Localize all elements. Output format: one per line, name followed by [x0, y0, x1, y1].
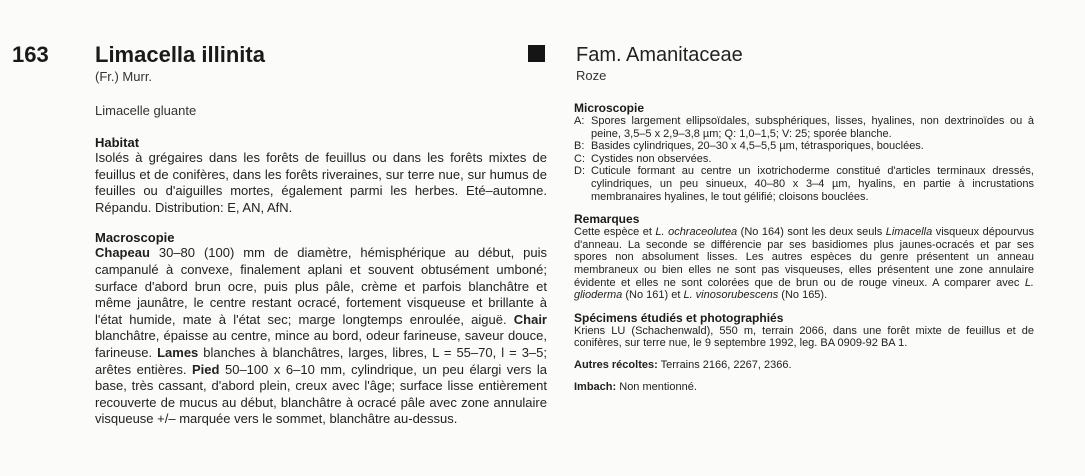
species-ref: L. glioderma [574, 276, 1034, 302]
left-column [95, 135, 547, 442]
autres-label: Autres récoltes: [574, 358, 658, 371]
macroscopie-text [95, 245, 547, 428]
remarques-part: (No 165). [778, 289, 828, 302]
specimens-section [574, 311, 1034, 350]
imbach-text: Non mentionné. [616, 380, 697, 393]
microscopie-section [574, 101, 1034, 203]
autres-section [574, 359, 1034, 372]
family-name: Fam. Amanitaceae [576, 44, 743, 66]
family-author: Roze [576, 68, 607, 83]
microscopie-title: Microscopie [574, 101, 645, 115]
square-marker-icon [528, 45, 545, 62]
remarques-title: Remarques [574, 212, 640, 227]
pied-label: Pied [192, 361, 220, 377]
remarques-text [574, 226, 1034, 302]
micro-key: A: [574, 115, 585, 127]
lames-text: blanches à blanchâtres, larges, libres, L = 55–70, l = 3–5; arêtes entières. [95, 344, 547, 377]
genus-ref: Limacella [885, 226, 933, 239]
vernacular-name: Limacelle gluante [95, 103, 197, 118]
micro-text: Cuticule formant au centre un ixotrichoderme constitué d'articles terminaux dressés, cylindriques, un peu sinueux, 40–80 x 3–4 µm, hyalins, en partie à incrustations membranaires hyalines, le tout gélifié; cloisons bouclées. [591, 165, 1034, 203]
autres-text: Terrains 2166, 2267, 2366. [657, 358, 792, 371]
micro-text: Spores largement ellipsoïdales, subsphériques, lisses, hyalines, non dextrinoïdes ou à peine, 3,5–5 x 2,9–3,8 µm; Q: 1,0–1,5; V: 25; sporée blanche. [591, 115, 1034, 140]
micro-item [574, 153, 1034, 166]
micro-item [574, 115, 1034, 140]
chapeau-text: 30–80 (100) mm de diamètre, hémisphérique au début, puis campanulé à convexe, finalement aplani et souvent obtusément umboné; surface d'abord brun ocre, puis plus pâle, crème et parfois blanchâtre et même jaunâtre, le centre restant ocracé, fortement visqueuse et brillante à l'état humide, mate à l'état sec; marge longtemps enroulée, aiguë. [95, 245, 547, 327]
imbach-section [574, 381, 1034, 394]
macroscopie-section [95, 230, 547, 428]
remarques-section [574, 212, 1034, 302]
micro-key: C: [574, 152, 585, 165]
micro-key: D: [574, 165, 585, 178]
species-title: Limacella illinita [95, 42, 265, 67]
species-number: 163 [12, 42, 49, 67]
species-authority: (Fr.) Murr. [95, 69, 153, 84]
imbach-label: Imbach: [574, 380, 617, 393]
chair-label: Chair [513, 311, 547, 327]
remarques-part: Cette espèce et [574, 226, 656, 239]
specimens-text: Kriens LU (Schachenwald), 550 m, terrain 2066, dans une forêt mixte de feuillus et de conifères, sur terre nue, le 9 septembre 1992, leg. BA 0909-92 BA 1. [574, 324, 1034, 350]
micro-item [574, 165, 1034, 203]
remarques-part: (No 161) et [622, 289, 684, 302]
habitat-text: Isolés à grégaires dans les forêts de feuillus ou dans les forêts mixtes de feuillus et de conifères, dans les forêts riveraines, sur terre nue, sur humus de feuilles ou d'aiguilles mortes, également parmi les herbes. Eté–automne. Répandu. Distribution: E, AN, AfN. [95, 150, 547, 215]
chair-text: blanchâtre, épaisse au centre, mince au bord, odeur farineuse, saveur douce, farineuse. [95, 328, 547, 360]
species-ref: L. ochraceolutea [655, 226, 738, 239]
micro-item [574, 140, 1034, 153]
remarques-part: visqueux dépourvus d'anneau. La seconde se différencie par ses basidiomes plus jaunes-ocracés et par ses spores non absolument lisses. Les autres espèces du genre présentent un anneau membraneux ou bien elles ne sont pas visqueuses, elles présentent une zone annulaire évidente et elles ne sont colorées que de brun ou de rouge vineux. A comparer avec [574, 226, 1034, 289]
chapeau-label: Chapeau [95, 245, 150, 261]
habitat-section [95, 135, 547, 216]
micro-text: Basides cylindriques, 20–30 x 4,5–5,5 µm, tétrasporiques, bouclées. [591, 140, 924, 153]
micro-text: Cystides non observées. [591, 152, 712, 165]
species-ref: L. vinosorubescens [683, 289, 779, 302]
micro-key: B: [574, 140, 585, 153]
specimens-title: Spécimens étudiés et photographiés [574, 310, 784, 325]
macroscopie-title: Macroscopie [95, 230, 175, 246]
right-column [574, 101, 1034, 402]
lames-label: Lames [157, 344, 199, 360]
habitat-title: Habitat [95, 135, 140, 150]
pied-text: 50–100 x 6–10 mm, cylindrique, un peu élargi vers la base, très cassant, d'abord plein, creux avec l'âge; surface lisse entièrement recouverte de mucus au début, blanchâtre à ocracé pâle avec zone annulaire visqueuse +/– marquée vers le sommet, blanchâtre au-dessus. [95, 361, 547, 427]
remarques-part: (No 164) sont les deux seuls [737, 226, 886, 239]
